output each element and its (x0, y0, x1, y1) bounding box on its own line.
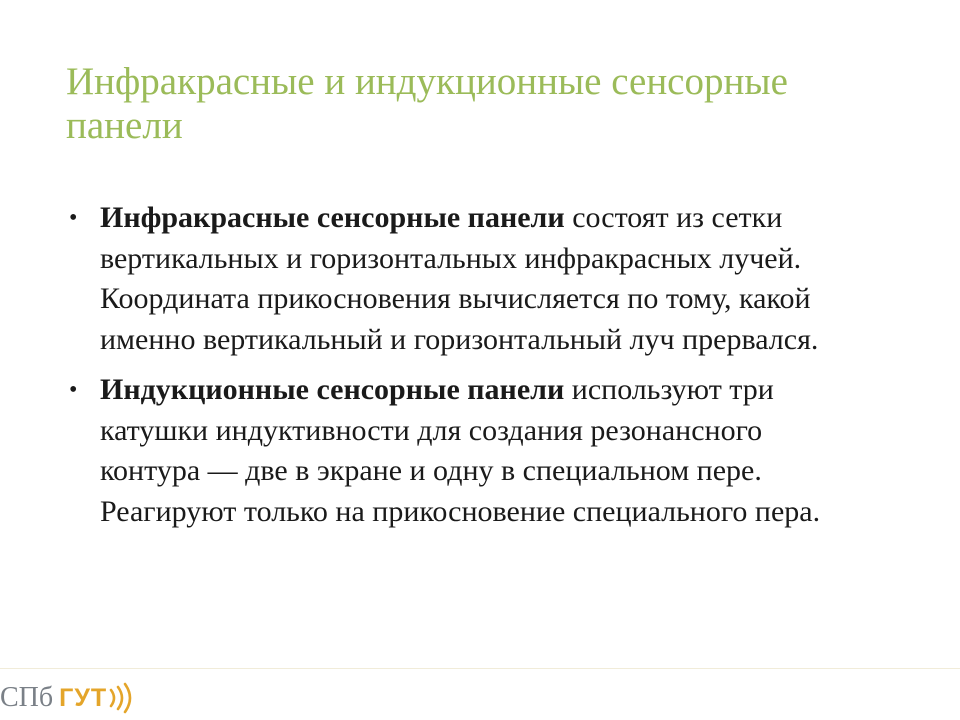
bullet-term: Индукционные сенсорные панели (100, 373, 565, 406)
bullet-term: Инфракрасные сенсорные панели (100, 201, 565, 234)
footer-divider (0, 668, 960, 669)
bullet-dot-icon: • (69, 377, 78, 403)
bullet-text: состоят из сетки вертикальных и горизонтальных инфракрасных лучей. Координата прикосновения вычисляется по тому, какой именно вертикальный и горизонтальный луч прервался. (100, 201, 819, 356)
university-logo (0, 678, 137, 718)
logo-text-gut: ГУТ (59, 684, 108, 712)
slide-title: Инфракрасные и индукционные сенсорные панели (66, 60, 788, 147)
logo-text-spb: СПб (0, 682, 54, 713)
bullet-dot-icon: • (69, 205, 78, 231)
bullet-text: используют три катушки индуктивности для создания резонансного контура — две в экране и одну в специальном пере. Реагируют только на прикосновение специального пера. (100, 373, 821, 528)
bullet-item-induction (66, 370, 866, 532)
radio-waves-icon (107, 678, 137, 718)
bullet-list (66, 198, 866, 542)
bullet-item-infrared (66, 198, 866, 360)
